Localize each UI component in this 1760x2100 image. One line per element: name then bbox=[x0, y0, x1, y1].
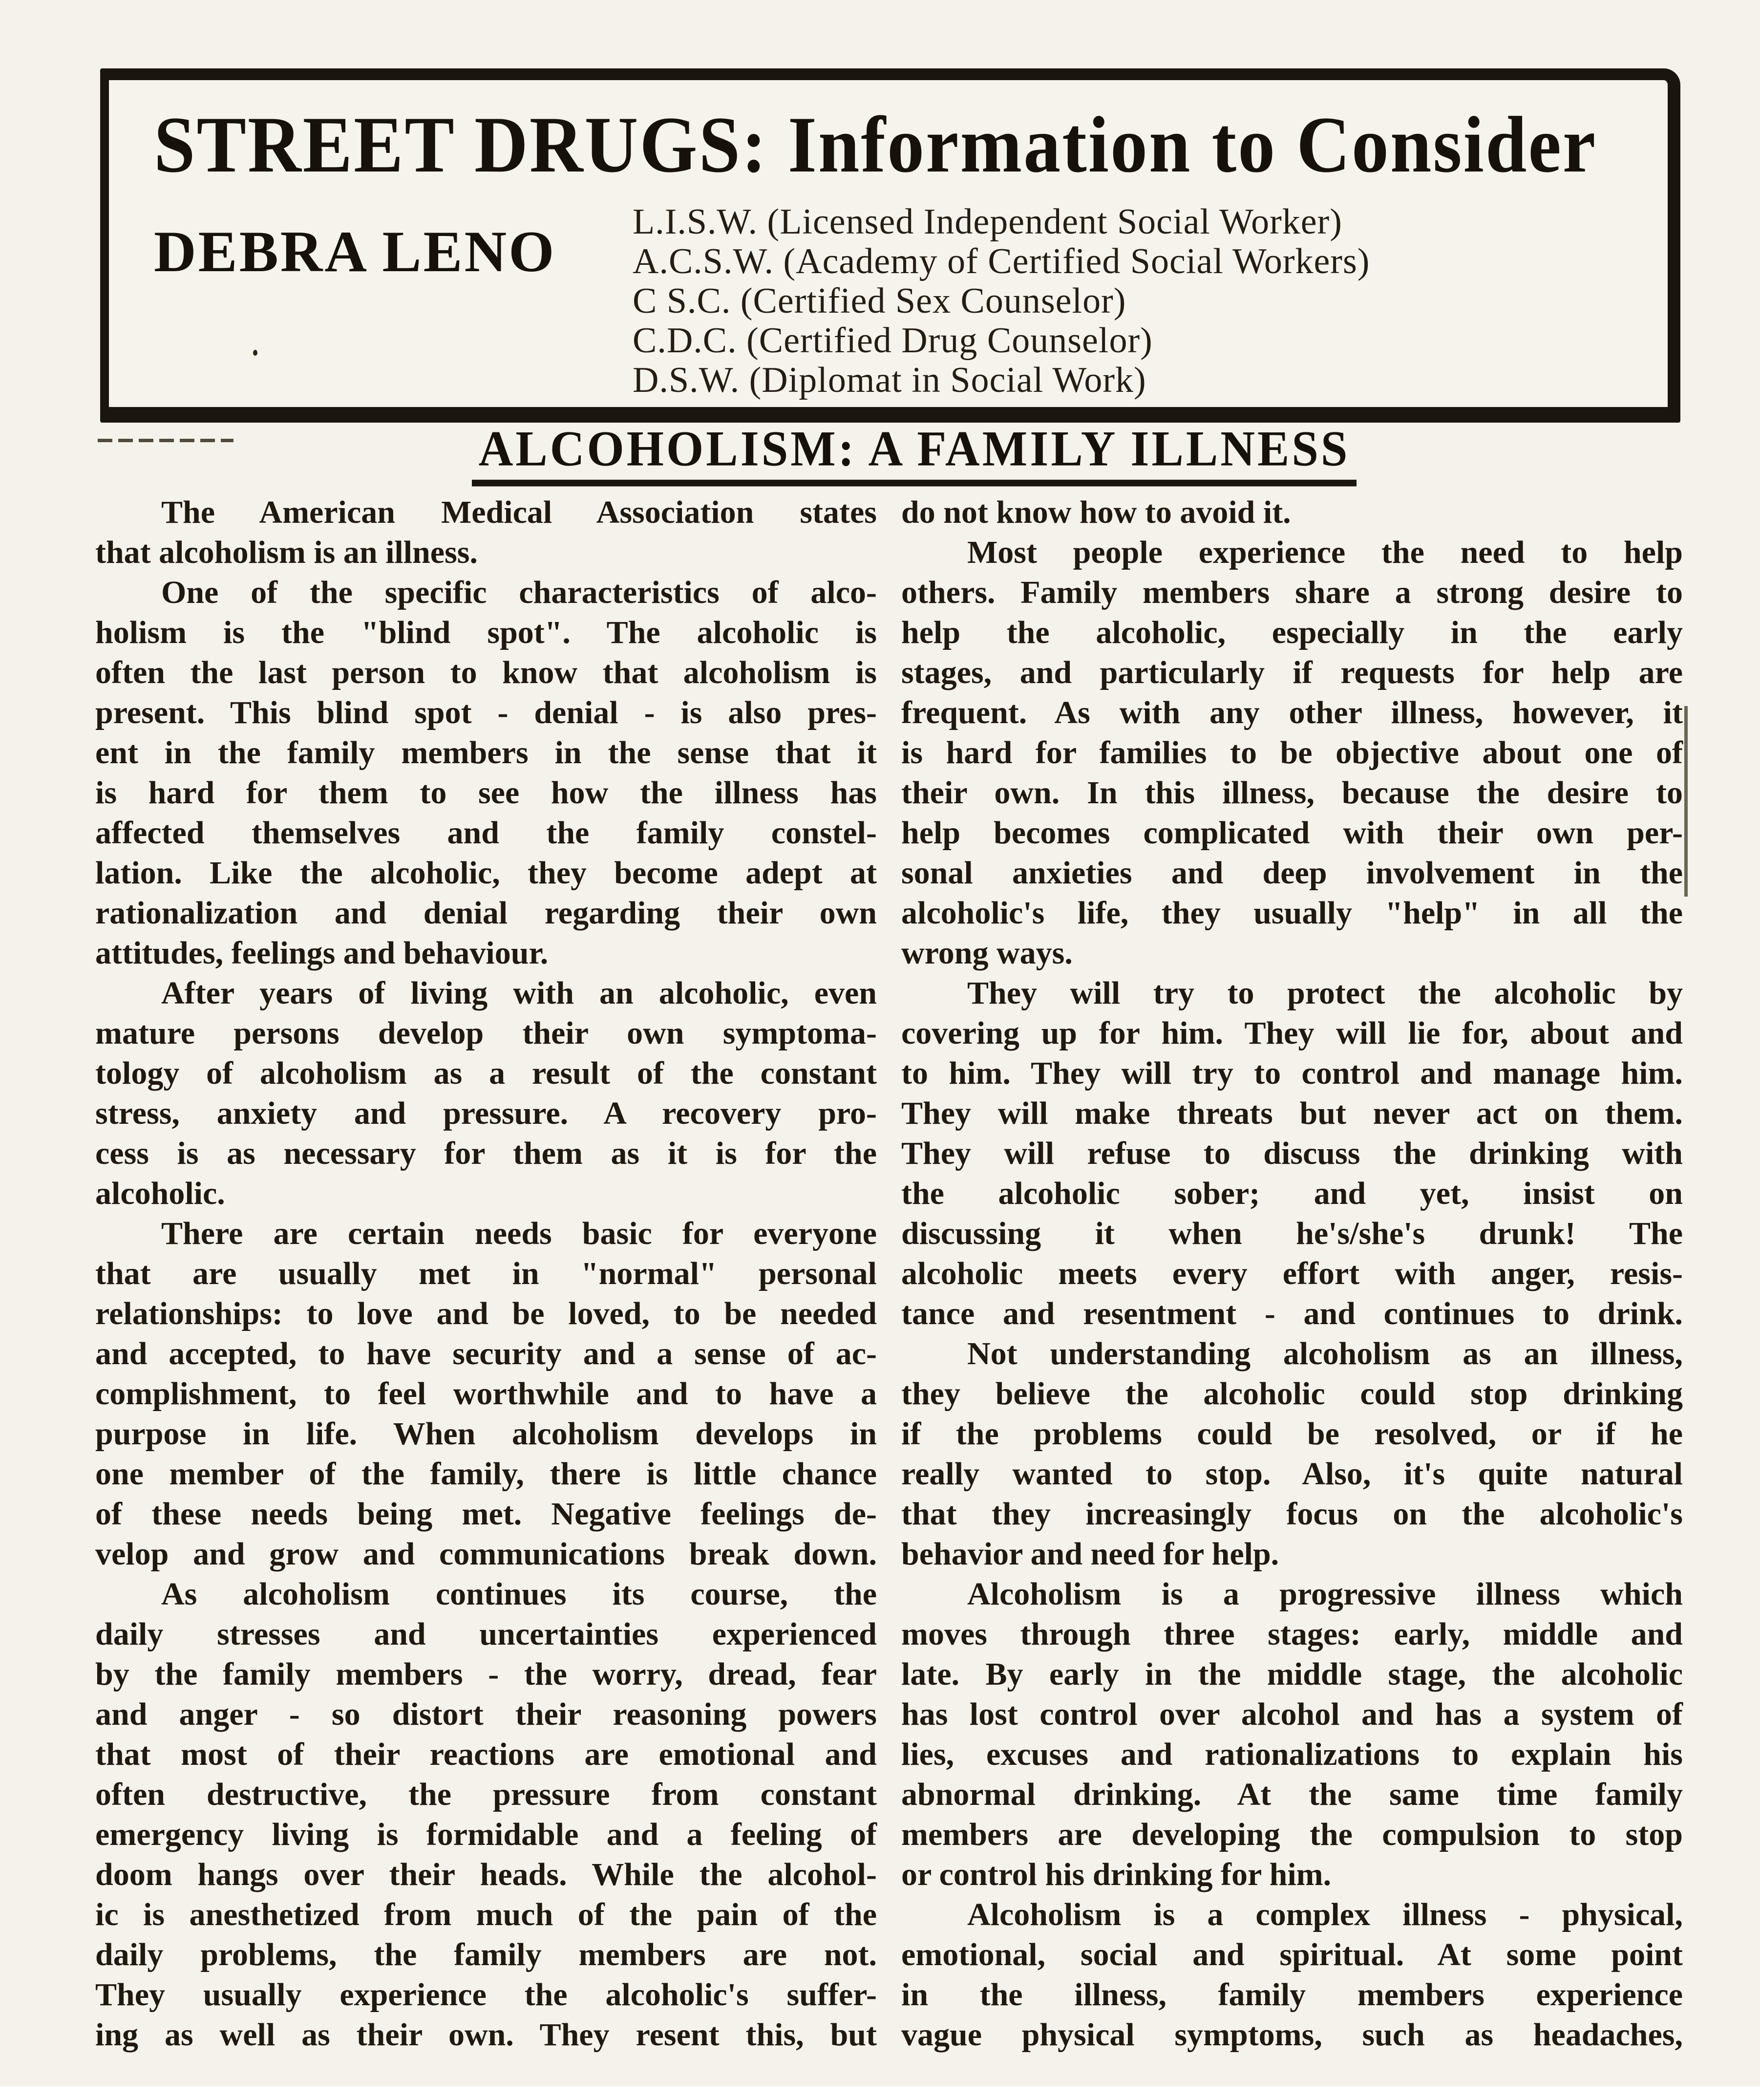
text-line: daily stresses and uncertainties experienced bbox=[95, 1616, 877, 1652]
text-line: members are developing the compulsion to stop bbox=[901, 1817, 1683, 1852]
masthead-box bbox=[100, 68, 1680, 423]
scan-artifact-dot bbox=[253, 350, 257, 356]
text-line: tance and resentment - and continues to drink. bbox=[901, 1296, 1683, 1331]
text-line: purpose in life. When alcoholism develops in bbox=[95, 1416, 877, 1452]
text-line: mature persons develop their own symptoma- bbox=[95, 1015, 877, 1051]
text-line: or control his drinking for him. bbox=[901, 1857, 1332, 1892]
text-line: stress, anxiety and pressure. A recovery pro- bbox=[95, 1095, 877, 1131]
right-column bbox=[901, 493, 1683, 2055]
text-line: moves through three stages: early, middle and bbox=[901, 1616, 1683, 1652]
text-line: wrong ways. bbox=[901, 935, 1073, 971]
text-line: often the last person to know that alcoholism is bbox=[95, 655, 877, 690]
text-line: doom hangs over their heads. While the alcohol- bbox=[95, 1857, 877, 1892]
text-line: sonal anxieties and deep involvement in the bbox=[901, 855, 1683, 891]
text-line: really wanted to stop. Also, it's quite natural bbox=[901, 1456, 1683, 1492]
text-line: behavior and need for help. bbox=[901, 1536, 1279, 1572]
text-line: they believe the alcoholic could stop drinking bbox=[901, 1376, 1683, 1412]
text-line: by the family members - the worry, dread, fear bbox=[95, 1656, 877, 1692]
text-line: of these needs being met. Negative feelings de- bbox=[95, 1496, 877, 1532]
text-line: and anger - so distort their reasoning powers bbox=[95, 1696, 877, 1732]
text-line: daily problems, the family members are not. bbox=[95, 1937, 877, 1972]
text-line: They will try to protect the alcoholic by bbox=[967, 975, 1683, 1011]
text-line: frequent. As with any other illness, however, it bbox=[901, 695, 1683, 730]
author-name: DEBRA LENO bbox=[154, 219, 556, 284]
text-line: present. This blind spot - denial - is also pres- bbox=[95, 695, 877, 730]
credential-line: D.S.W. (Diplomat in Social Work) bbox=[633, 360, 1146, 400]
text-line: velop and grow and communications break down. bbox=[95, 1536, 877, 1572]
text-line: that they increasingly focus on the alcoholic's bbox=[901, 1496, 1683, 1532]
text-line: vague physical symptoms, such as headaches, bbox=[901, 2017, 1683, 2053]
text-line: often destructive, the pressure from constant bbox=[95, 1777, 877, 1812]
text-line: their own. In this illness, because the desire to bbox=[901, 775, 1683, 811]
text-line: alcoholic. bbox=[95, 1176, 225, 1211]
text-line: that most of their reactions are emotional and bbox=[95, 1736, 877, 1772]
text-line: do not know how to avoid it. bbox=[901, 494, 1291, 530]
text-line: ing as well as their own. They resent this, but bbox=[95, 2017, 877, 2053]
text-line: discussing it when he's/she's drunk! The bbox=[901, 1216, 1683, 1251]
text-line: They will make threats but never act on them. bbox=[901, 1095, 1683, 1131]
text-line: one member of the family, there is little chance bbox=[95, 1456, 877, 1492]
masthead-title: STREET DRUGS: Information to Consider bbox=[154, 100, 1597, 189]
text-line: alcoholic's life, they usually "help" in all the bbox=[901, 895, 1683, 931]
text-line: is hard for families to be objective about one of bbox=[901, 735, 1683, 771]
text-line: The American Medical Association states bbox=[161, 494, 877, 530]
text-line: emergency living is formidable and a feeling of bbox=[95, 1817, 877, 1852]
text-line: After years of living with an alcoholic, even bbox=[161, 975, 877, 1011]
text-line: emotional, social and spiritual. At some point bbox=[901, 1937, 1683, 1972]
text-line: relationships: to love and be loved, to be needed bbox=[95, 1296, 877, 1331]
text-line: and accepted, to have security and a sense of ac- bbox=[95, 1336, 877, 1371]
credential-line: L.I.S.W. (Licensed Independent Social Worker) bbox=[633, 202, 1342, 242]
left-column bbox=[95, 493, 877, 2055]
text-line: ent in the family members in the sense that it bbox=[95, 735, 877, 771]
text-line: in the illness, family members experience bbox=[901, 1977, 1683, 2013]
text-line: is hard for them to see how the illness has bbox=[95, 775, 877, 811]
text-line: that are usually met in "normal" personal bbox=[95, 1256, 877, 1291]
credential-line: C.D.C. (Certified Drug Counselor) bbox=[633, 321, 1153, 361]
text-line: that alcoholism is an illness. bbox=[95, 535, 478, 570]
text-line: lies, excuses and rationalizations to explain his bbox=[901, 1736, 1683, 1772]
scan-artifact-vline bbox=[1684, 706, 1688, 897]
article-heading bbox=[68, 420, 1760, 483]
text-line: tology of alcoholism as a result of the constant bbox=[95, 1055, 877, 1091]
text-line: has lost control over alcohol and has a system of bbox=[901, 1696, 1683, 1732]
text-line: Not understanding alcoholism as an illness, bbox=[967, 1336, 1683, 1371]
text-line: affected themselves and the family constel- bbox=[95, 815, 877, 851]
credential-line: A.C.S.W. (Academy of Certified Social Workers) bbox=[633, 241, 1370, 281]
text-line: Alcoholism is a progressive illness which bbox=[967, 1576, 1683, 1612]
text-line: rationalization and denial regarding their own bbox=[95, 895, 877, 931]
text-line: There are certain needs basic for everyone bbox=[161, 1216, 877, 1251]
text-line: if the problems could be resolved, or if he bbox=[901, 1416, 1683, 1452]
text-line: covering up for him. They will lie for, about and bbox=[901, 1015, 1683, 1051]
text-line: As alcoholism continues its course, the bbox=[161, 1576, 877, 1612]
text-line: lation. Like the alcoholic, they become adept at bbox=[95, 855, 877, 891]
text-line: Most people experience the need to help bbox=[967, 535, 1683, 570]
text-line: the alcoholic sober; and yet, insist on bbox=[901, 1176, 1683, 1211]
credential-line: C S.C. (Certified Sex Counselor) bbox=[633, 281, 1126, 321]
text-line: complishment, to feel worthwhile and to have a bbox=[95, 1376, 877, 1412]
text-line: attitudes, feelings and behaviour. bbox=[95, 935, 549, 971]
text-line: abnormal drinking. At the same time family bbox=[901, 1777, 1683, 1812]
text-line: They will refuse to discuss the drinking with bbox=[901, 1136, 1683, 1171]
text-line: holism is the "blind spot". The alcoholic is bbox=[95, 615, 877, 650]
text-line: to him. They will try to control and manage him. bbox=[901, 1055, 1683, 1091]
scan-edge bbox=[0, 2086, 1760, 2100]
text-line: others. Family members share a strong desire to bbox=[901, 575, 1683, 610]
text-line: One of the specific characteristics of alco- bbox=[161, 575, 877, 610]
text-line: They usually experience the alcoholic's suffer- bbox=[95, 1977, 877, 2013]
text-line: cess is as necessary for them as it is for the bbox=[95, 1136, 877, 1171]
text-line: stages, and particularly if requests for help are bbox=[901, 655, 1683, 690]
text-line: ic is anesthetized from much of the pain of the bbox=[95, 1897, 877, 1932]
text-line: late. By early in the middle stage, the alcoholic bbox=[901, 1656, 1683, 1692]
article-heading-text: ALCOHOLISM: A FAMILY ILLNESS bbox=[472, 420, 1357, 486]
text-line: help the alcoholic, especially in the early bbox=[901, 615, 1683, 650]
text-line: Alcoholism is a complex illness - physical, bbox=[967, 1897, 1683, 1932]
credentials-list bbox=[633, 202, 1370, 400]
text-line: help becomes complicated with their own per- bbox=[901, 815, 1683, 851]
text-line: alcoholic meets every effort with anger, resis- bbox=[901, 1256, 1683, 1291]
